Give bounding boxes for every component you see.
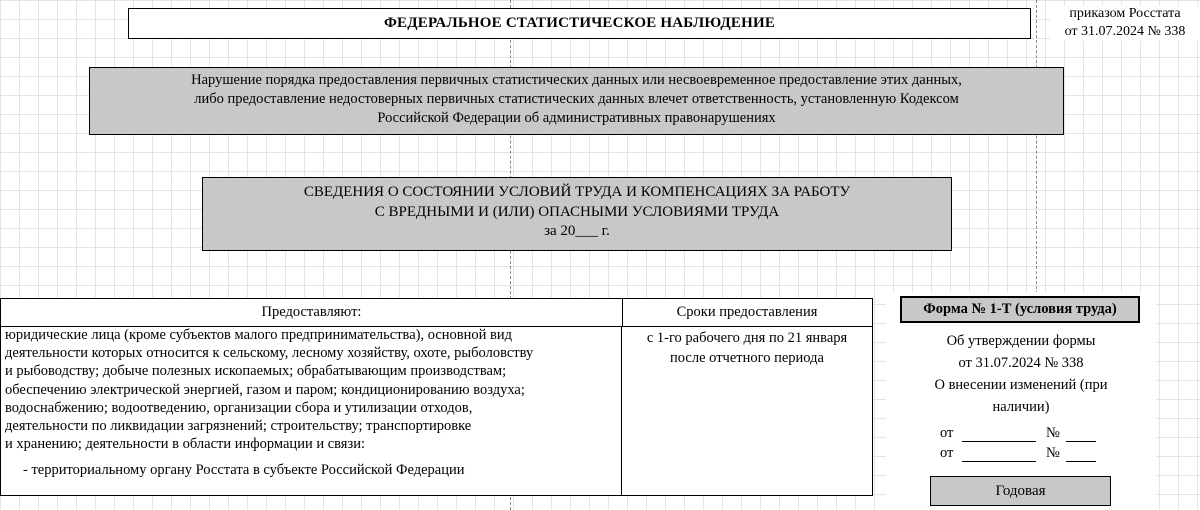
report-title-box bbox=[202, 177, 952, 251]
amendment-row bbox=[940, 424, 1120, 444]
date-blank[interactable] bbox=[962, 441, 1036, 442]
approval-line: от 31.07.2024 № 338 bbox=[958, 355, 1084, 371]
header-box bbox=[128, 8, 1031, 39]
deadline-line: после отчетного периода bbox=[670, 349, 824, 366]
number-blank[interactable] bbox=[1066, 461, 1096, 462]
form-approval bbox=[886, 330, 1156, 418]
warning-line: Российской Федерации об административных правонарушениях bbox=[377, 110, 776, 126]
warning-notice bbox=[89, 67, 1064, 135]
providers-line: юридические лица (кроме субъектов малого предпринимательства), основной вид bbox=[5, 327, 512, 343]
providers-cell bbox=[1, 326, 622, 495]
table-header-providers bbox=[1, 299, 623, 327]
header-label: Предоставляют: bbox=[261, 304, 362, 320]
submission-table bbox=[0, 298, 873, 496]
providers-line: обеспечению электрической энергией, газом и паром; кондиционированию воздуха; bbox=[5, 381, 525, 398]
date-blank[interactable] bbox=[962, 461, 1036, 462]
header-label: Сроки предоставления bbox=[676, 304, 818, 320]
from-label: от bbox=[940, 425, 954, 441]
providers-line: и хранению; деятельности в области информации и связи: bbox=[5, 436, 365, 453]
providers-line: деятельности по ликвидации загрязнений; строительству; транспортировке bbox=[5, 418, 472, 435]
warning-line: либо предоставление недостоверных первичных статистических данных влечет ответственность, установленную Кодексом bbox=[194, 91, 959, 107]
form-number-box bbox=[900, 296, 1140, 323]
from-label: от bbox=[940, 445, 954, 461]
number-blank[interactable] bbox=[1066, 441, 1096, 442]
warning-line: Нарушение порядка предоставления первичных статистических данных или несвоевременное предоставление этих данных, bbox=[191, 72, 962, 88]
report-title-line: С ВРЕДНЫМИ И (ИЛИ) ОПАСНЫМИ УСЛОВИЯМИ ТРУДА bbox=[374, 203, 780, 220]
form-number: Форма № 1-Т (условия труда) bbox=[923, 301, 1117, 317]
order-reference bbox=[1050, 5, 1200, 41]
approval-line: наличии) bbox=[992, 399, 1050, 415]
report-title-line: СВЕДЕНИЯ О СОСТОЯНИИ УСЛОВИЙ ТРУДА И КОМПЕНСАЦИЯХ ЗА РАБОТУ bbox=[303, 184, 851, 200]
report-period-line: за 20___ г. bbox=[544, 223, 610, 239]
providers-line: и рыбоводству; добыче полезных ископаемых; обрабатывающим производствам; bbox=[5, 363, 507, 380]
number-label: № bbox=[1046, 425, 1060, 441]
recipient-line: - территориальному органу Росстата в субъекте Российской Федерации bbox=[23, 462, 465, 479]
providers-line: водоснабжению; водоотведению, организации сбора и утилизации отходов, bbox=[5, 399, 473, 416]
approval-line: О внесении изменений (при bbox=[934, 377, 1108, 393]
header-title: ФЕДЕРАЛЬНОЕ СТАТИСТИЧЕСКОЕ НАБЛЮДЕНИЕ bbox=[383, 15, 776, 31]
table-header-deadlines bbox=[622, 299, 872, 327]
order-line: приказом Росстата bbox=[1069, 6, 1181, 21]
number-label: № bbox=[1046, 445, 1060, 461]
periodicity-label: Годовая bbox=[995, 482, 1046, 499]
order-line: от 31.07.2024 № 338 bbox=[1064, 24, 1186, 39]
deadline-line: с 1-го рабочего дня по 21 января bbox=[646, 330, 848, 346]
periodicity-box bbox=[930, 476, 1111, 506]
approval-line: Об утверждении формы bbox=[946, 333, 1096, 349]
amendment-row bbox=[940, 444, 1120, 464]
deadline-cell bbox=[622, 326, 872, 495]
providers-line: деятельности которых относится к сельскому, лесному хозяйству, охоте, рыболовству bbox=[5, 345, 534, 362]
